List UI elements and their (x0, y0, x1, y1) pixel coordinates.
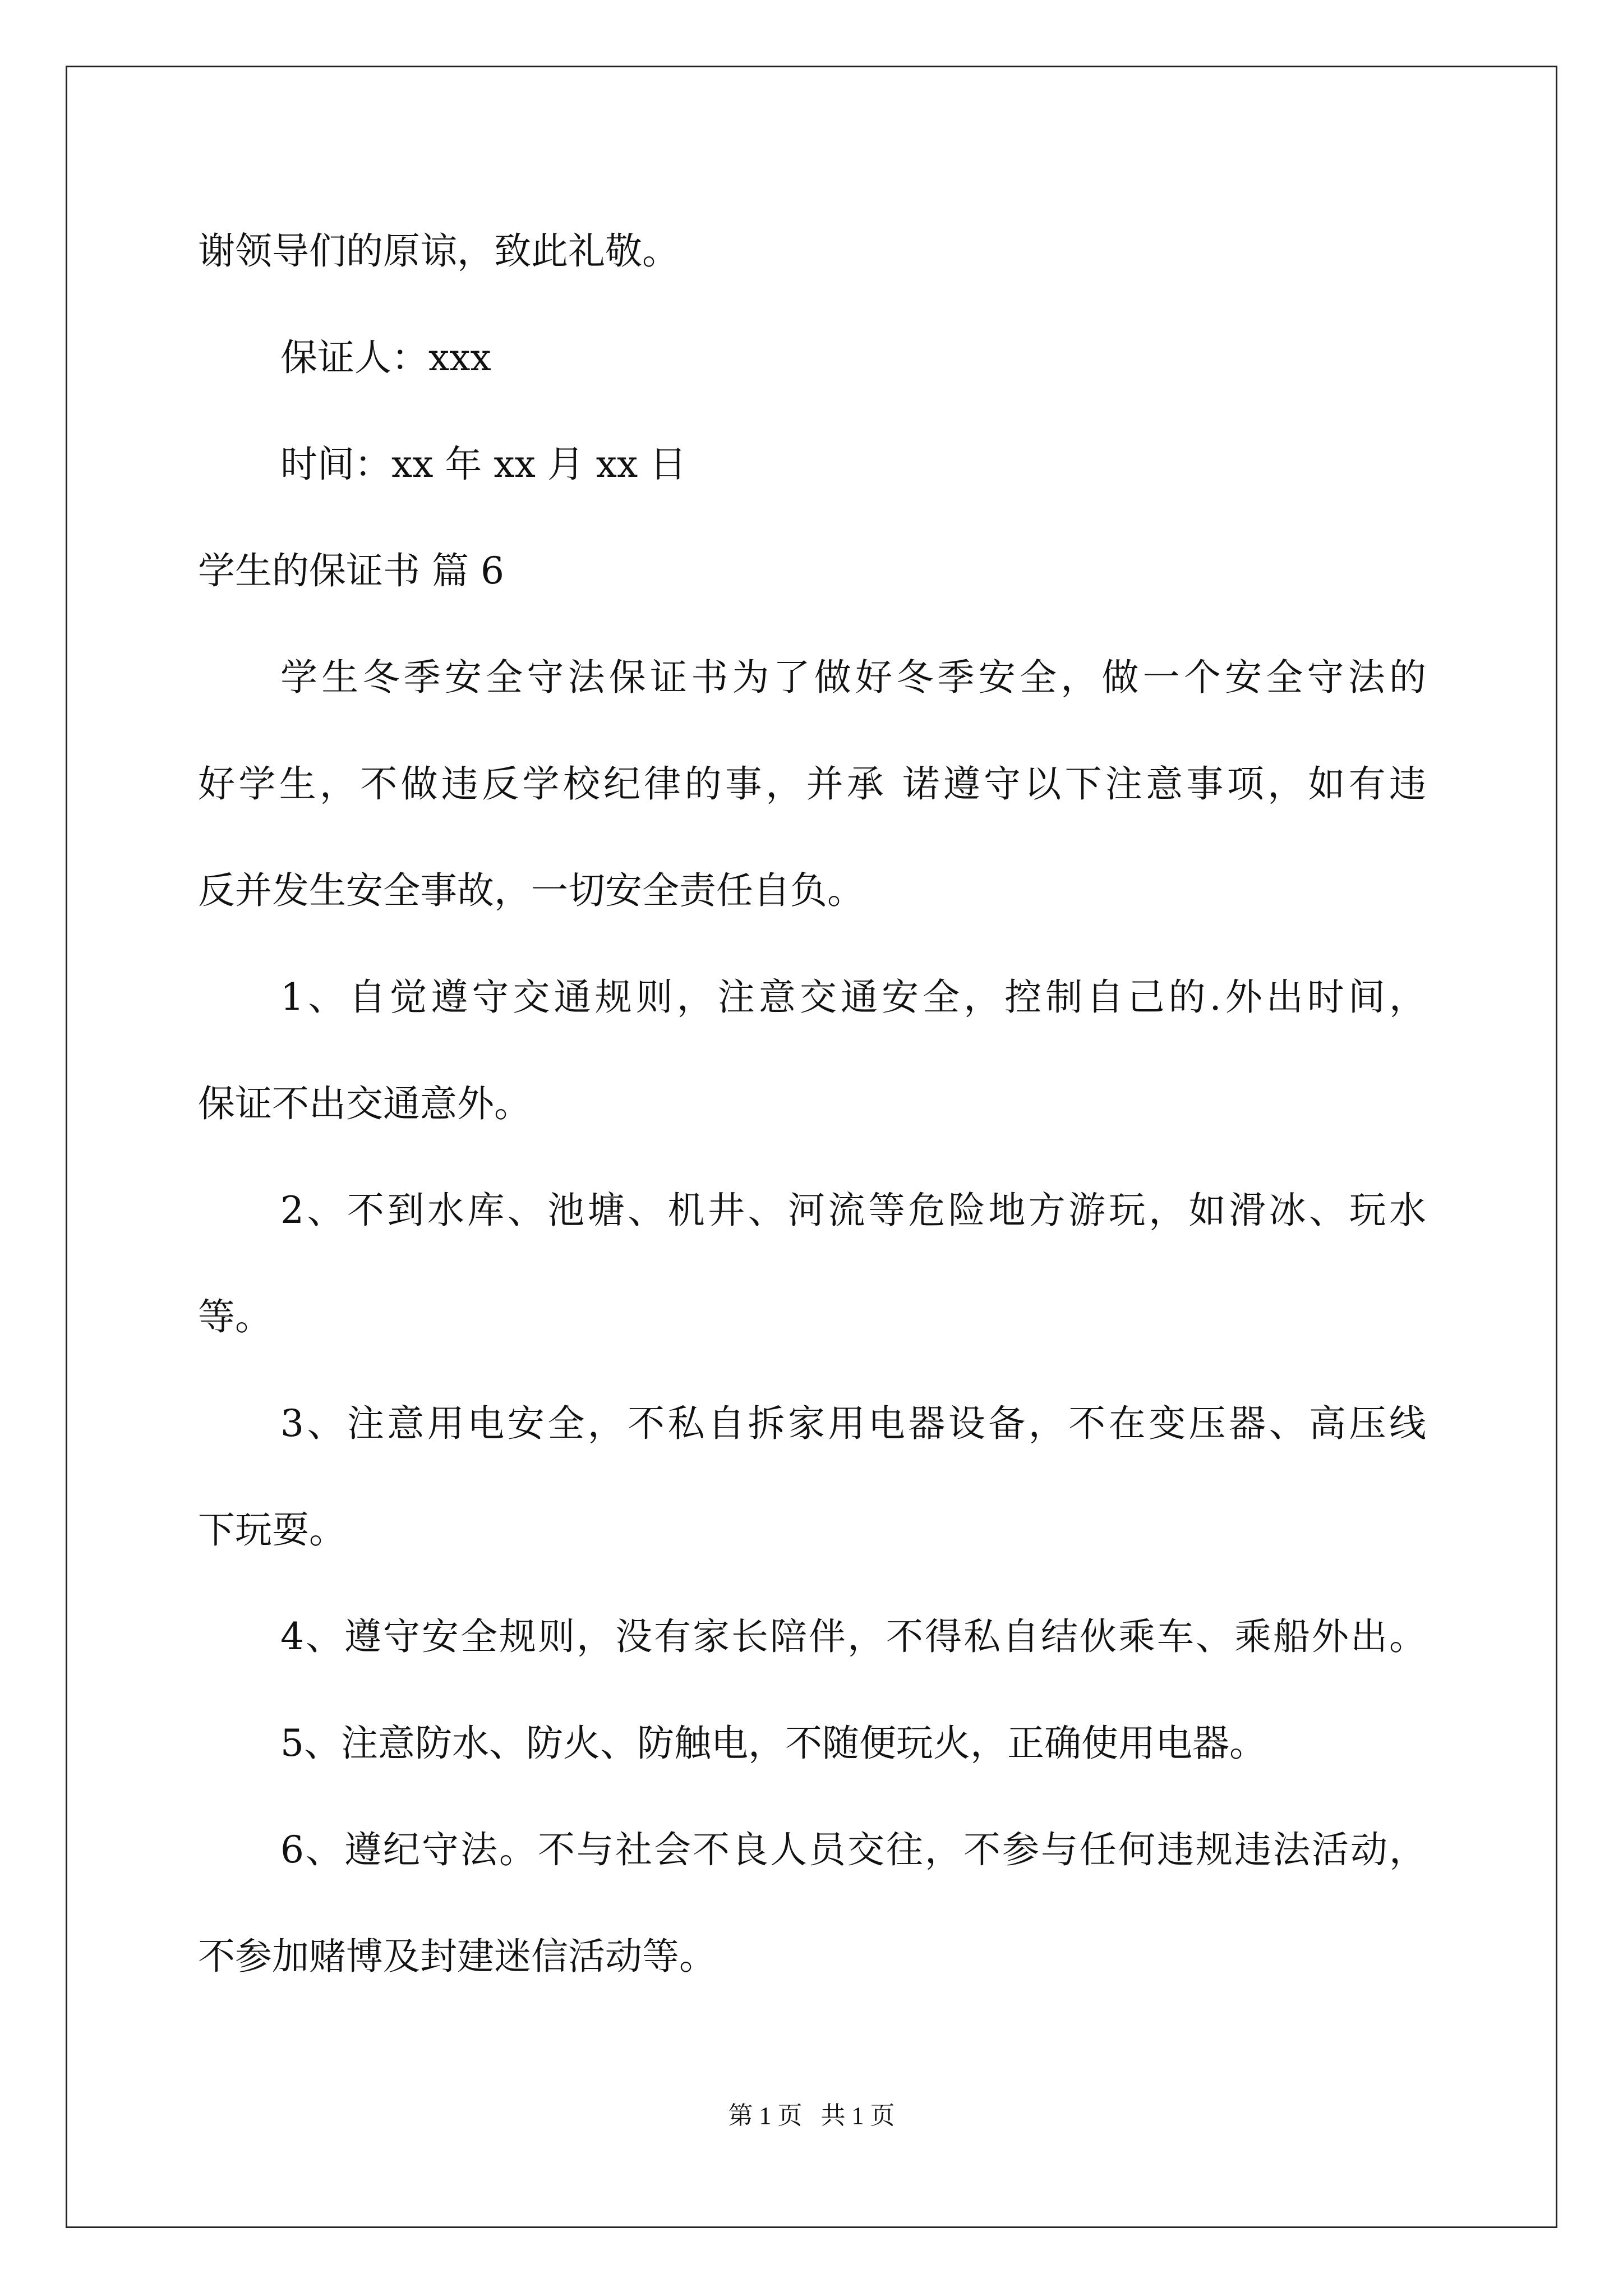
date-line: 时间：xx 年 xx 月 xx 日 (280, 443, 687, 486)
paragraph-line: 好学生，不做违反学校纪律的事，并承 诺遵守以下注意事项，如有违 (198, 762, 1426, 806)
list-item-2-continued: 等。 (198, 1295, 272, 1338)
list-item-2: 2、不到水库、池塘、机井、河流等危险地方游玩，如滑冰、玩水 (280, 1189, 1426, 1232)
list-item-1: 1、自觉遵守交通规则，注意交通安全，控制自己的.外出时间， (280, 976, 1426, 1019)
list-item-1-continued: 保证不出交通意外。 (198, 1082, 531, 1125)
list-item-5: 5、注意防水、防火、防触电，不随便玩火，正确使用电器。 (280, 1722, 1266, 1765)
list-item-6: 6、遵纪守法。不与社会不良人员交往，不参与任何违规违法活动， (280, 1828, 1426, 1871)
paragraph-line: 反并发生安全事故，一切安全责任自负。 (198, 869, 864, 912)
list-item-3: 3、注意用电安全，不私自拆家用电器设备，不在变压器、高压线 (280, 1402, 1426, 1445)
closing-line: 谢领导们的原谅，致此礼敬。 (198, 229, 679, 273)
guarantor-line: 保证人：xxx (280, 336, 491, 379)
paragraph-line: 学生冬季安全守法保证书为了做好冬季安全，做一个安全守法的 (280, 656, 1426, 699)
list-item-4: 4、遵守安全规则，没有家长陪伴，不得私自结伙乘车、乘船外出。 (280, 1615, 1426, 1658)
list-item-6-continued: 不参加赌博及封建迷信活动等。 (198, 1935, 716, 1978)
list-item-3-continued: 下玩耍。 (198, 1508, 346, 1552)
section-heading: 学生的保证书 篇 6 (198, 549, 504, 592)
page-border (66, 66, 1557, 2228)
page-footer: 第 1 页 共 1 页 (728, 2102, 895, 2129)
